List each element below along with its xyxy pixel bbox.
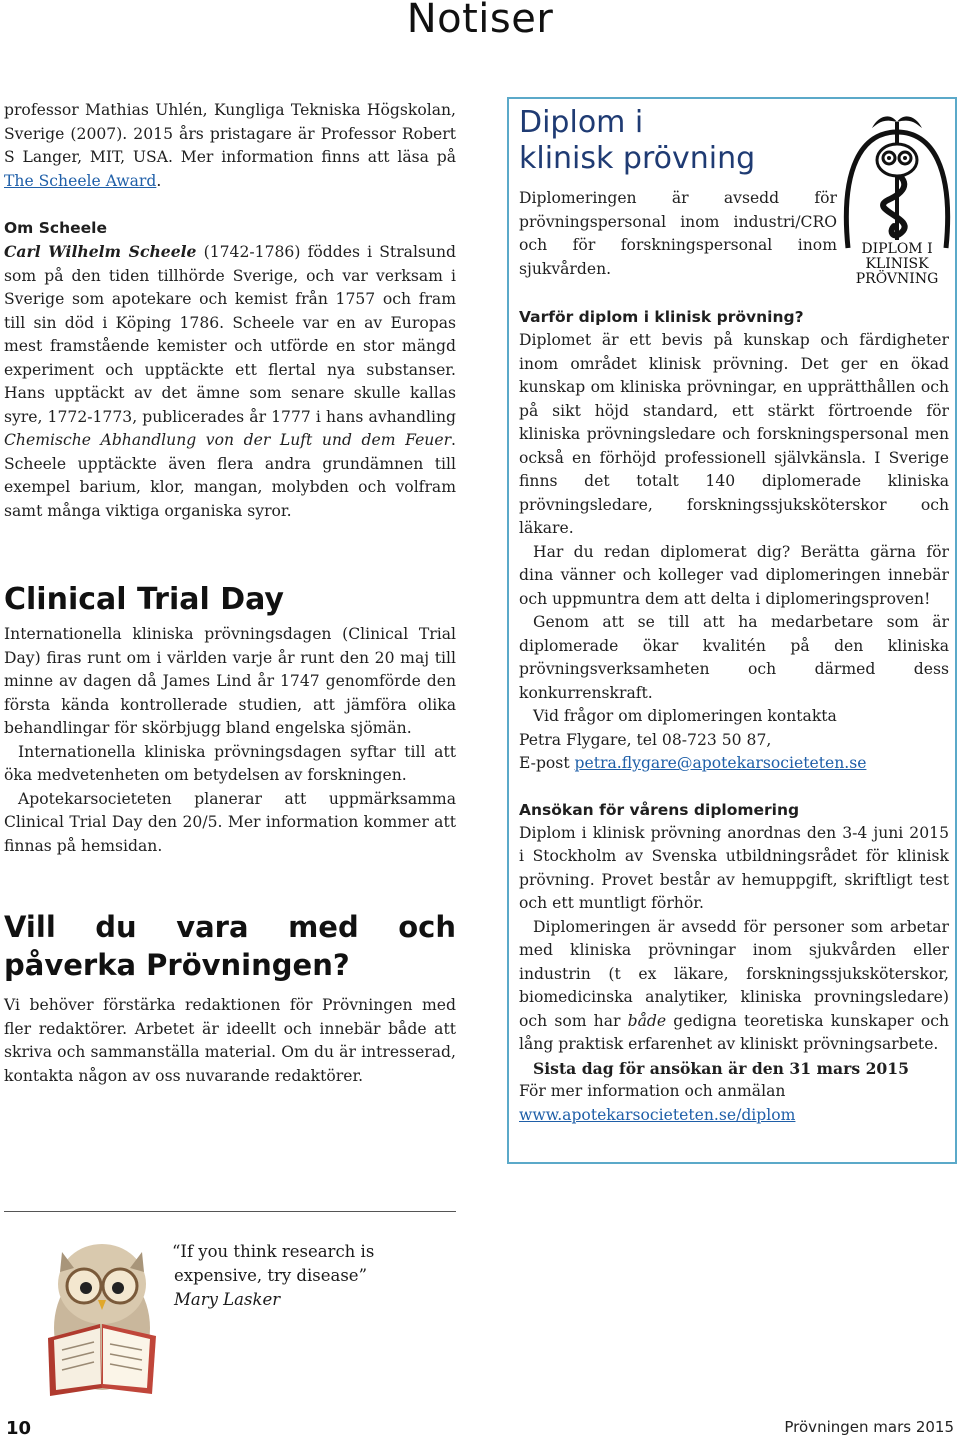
logo-text-3: PRÖVNING — [855, 271, 939, 287]
quote-author: Mary Lasker — [174, 1290, 281, 1309]
why-paragraph-2: Har du redan diplomerat dig? Berätta gärna för dina vänner och kolleger vad diplomeringen innebär och uppmuntra dem att delta i diplomeringsproven! — [519, 542, 949, 608]
clinical-trial-day-heading: Clinical Trial Day — [4, 582, 284, 617]
vill-du-heading: Vill du vara med och påverka Prövningen? — [4, 910, 456, 982]
why-paragraph-1: Diplomet är ett bevis på kunskap och färdigheter inom området klinisk prövning. Det ger en ökad kunskap om kliniska prövningar, en upprätthållen och på sikt höjd standard, ett stärkt förtroende för kliniska prövningsledare och forskningspersonal men också en förhöjd professionell självkänsla. I Sverige finns det totalt 140 diplomerade kliniska prövningsledare, forskningssjuksköterskor och läkare. — [519, 331, 949, 537]
page-title: Notiser — [406, 0, 554, 42]
quote-line-1: “If you think research is — [172, 1242, 375, 1261]
page-number: 10 — [6, 1418, 32, 1439]
om-scheele-heading: Om Scheele — [4, 219, 107, 237]
logo-owl-pupil-right — [903, 156, 907, 160]
quote-block — [172, 1240, 472, 1312]
scheele-award-link[interactable]: The Scheele Award — [4, 171, 157, 190]
why-paragraph-4: Vid frågor om diplomeringen kontakta — [533, 707, 837, 725]
application-emphasis: både — [627, 1011, 667, 1030]
scheele-name: Carl Wilhelm Scheele — [4, 242, 197, 261]
ctd-paragraph-3: Apotekarsocieteten planerar att uppmärksamma Clinical Trial Day den 20/5. Mer information kommer att finnas på hemsidan. — [4, 789, 456, 855]
application-deadline: Sista dag för ansökan är den 31 mars 2015 — [533, 1058, 909, 1078]
application-text-b: gedigna teoretiska kunskaper och lång praktisk erfarenhet av kliniskt prövningsarbete. — [519, 1011, 949, 1053]
owl-pupil-left — [80, 1282, 92, 1294]
diplom-logo — [838, 108, 956, 298]
logo-wing-left — [872, 116, 897, 128]
diplom-intro: Diplomeringen är avsedd för prövningspersonal inom industri/CRO och för forskningspersonal inom sjukvården. — [519, 189, 837, 278]
ctd-paragraph-2: Internationella kliniska prövningsdagen syftar till att öka medvetenheten om betydelsen av forskningen. — [4, 742, 456, 784]
application-paragraph-1: Diplom i klinisk prövning anordnas den 3-4 juni 2015 i Stockholm av Svenska utbildningsrådet för klinisk prövning. Provet består av hemuppgift, skriftligt test och ett muntligt förhör. — [519, 823, 949, 912]
quote-line-2: expensive, try disease” — [174, 1266, 368, 1285]
diplom-title-line2: klinisk prövning — [519, 141, 756, 176]
scheele-book-title: Chemische Abhandlung von der Luft und dem Feuer — [4, 431, 452, 449]
why-heading: Varför diplom i klinisk prövning? — [519, 308, 804, 326]
logo-owl-pupil-left — [887, 156, 891, 160]
logo-snake — [883, 168, 905, 235]
logo-text-2: KLINISK — [865, 256, 929, 272]
vill-du-paragraph: Vi behöver förstärka redaktionen för Prövningen med fler redaktörer. Arbetet är ideellt och innebär både att skriva och sammanställa material. Om du är intresserad, kontakta någon av oss nuvarande redaktörer. — [4, 996, 456, 1085]
diplom-link[interactable]: www.apotekarsocieteten.se/diplom — [519, 1105, 796, 1124]
contact-email-label: E-post — [519, 754, 575, 772]
om-scheele-text-2: . Scheele upptäckte även flera andra grundämnen till exempel barium, klor, mangan, molybden och volfram samt många viktiga organiska syror. — [4, 431, 456, 520]
owl-pupil-right — [112, 1282, 124, 1294]
owl-reading-illustration — [40, 1228, 162, 1400]
divider-line — [4, 1211, 456, 1212]
logo-wing-right — [897, 116, 922, 128]
application-paragraph-2 — [519, 916, 949, 1057]
application-text-a: Diplomeringen är avsedd för personer som arbetar med kliniska prövningar inom sjukvården eller industrin (t ex läkare, forskningssjuksköterskor, biomedicinska analytiker, kliniska provningsledare) och som har — [519, 917, 949, 1030]
logo-text-1: DIPLOM I — [861, 241, 933, 257]
intro-paragraph — [4, 99, 456, 193]
intro-text: professor Mathias Uhlén, Kungliga Tekniska Högskolan, Sverige (2007). 2015 års pristagare är Professor Robert S Langer, MIT, USA. Mer information finns att läsa på — [4, 101, 456, 166]
contact-email-link[interactable]: petra.flygare@apotekarsocieteten.se — [574, 754, 867, 772]
intro-end: . — [156, 171, 162, 190]
om-scheele-paragraph — [4, 240, 456, 523]
why-paragraph-3: Genom att se till att ha medarbetare som är diplomerade ökar kvalitén på den kliniska prövningsverksamheten och därmed dess konkurrenskraft. — [519, 613, 949, 702]
contact-name: Petra Flygare, tel 08-723 50 87, — [519, 730, 772, 749]
om-scheele-text-1: (1742-1786) föddes i Stralsund som på den tiden tillhörde Sverige, och var verksam i Sverige som apotekare och kemist från 1757 och fram till sin död i Köping 1786. Scheele var en av Europas mest framstående kemister och utförde en stor mängd experiment och upptäckte ett flertal nya substanser. Hans upptäckt av det ämne som senare skulle kallas syre, 1772-1773, publicerades år 1777 i hans avhandling — [4, 243, 457, 426]
contact-email-line — [519, 752, 949, 776]
diplom-title-line1: Diplom i — [519, 105, 644, 140]
ctd-paragraph-1: Internationella kliniska prövningsdagen (Clinical Trial Day) firas runt om i världen varje år runt den 20 maj till minne av dagen då James Lind år 1747 genomförde den första kända kontrollerade studien, att jämföra olika behandlingar för skörbjugg bland engelska sjömän. — [4, 625, 456, 737]
footer-publication: Prövningen mars 2015 — [784, 1418, 954, 1436]
more-info-text: För mer information och anmälan — [519, 1082, 786, 1100]
application-heading: Ansökan för vårens diplomering — [519, 800, 800, 819]
diplom-link-line — [519, 1104, 949, 1128]
left-column — [4, 99, 456, 1088]
